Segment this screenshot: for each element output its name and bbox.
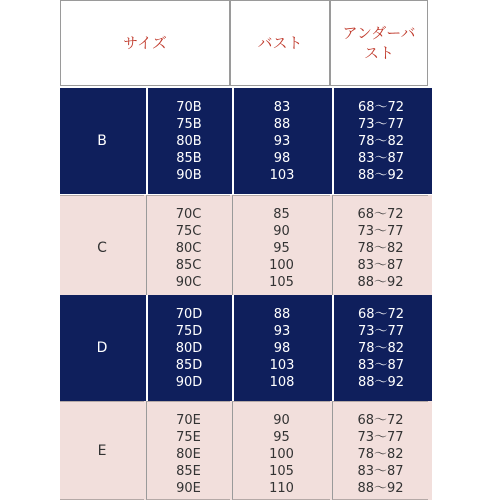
size-value: 85C <box>175 257 202 273</box>
header-underbust <box>330 0 428 86</box>
underbust-value: 83～87 <box>357 464 404 479</box>
underbust-value: 83～87 <box>357 257 404 273</box>
underbust-cell <box>332 401 428 500</box>
underbust-value: 83～87 <box>357 357 405 373</box>
cup-row-e <box>60 401 432 500</box>
underbust-value: 73～77 <box>357 323 405 339</box>
underbust-value: 73～77 <box>357 116 405 132</box>
bust-value: 103 <box>269 167 295 183</box>
bust-value: 95 <box>273 240 290 256</box>
size-value: 70E <box>176 413 201 428</box>
cup-row-c <box>60 195 432 301</box>
size-value: 85D <box>175 357 203 373</box>
bust-value: 88 <box>273 306 291 322</box>
header-underbust-label-line2: スト <box>363 44 394 62</box>
bust-value: 90 <box>273 413 290 428</box>
size-value: 85E <box>176 464 201 479</box>
underbust-value: 68～72 <box>357 413 404 428</box>
underbust-cell <box>332 88 428 194</box>
cup-letter: E <box>97 442 107 459</box>
size-value: 75E <box>176 430 201 445</box>
cup-cell <box>60 401 144 500</box>
underbust-cell <box>332 295 428 401</box>
size-cell <box>146 295 230 401</box>
size-cell <box>146 195 230 301</box>
header-underbust-label-line1: アンダーバ <box>342 23 416 42</box>
size-value: 75C <box>175 223 202 239</box>
header-bust <box>230 0 330 86</box>
underbust-value: 68～72 <box>357 99 405 115</box>
cup-row-b <box>60 88 432 194</box>
cup-letter: B <box>97 133 107 149</box>
bust-value: 100 <box>269 447 294 462</box>
bust-value: 85 <box>273 206 290 222</box>
header-bust-label: バスト <box>257 33 303 52</box>
bust-value: 88 <box>273 116 291 132</box>
size-value: 90B <box>176 167 202 183</box>
bust-value: 95 <box>273 430 290 445</box>
bust-value: 110 <box>269 481 294 496</box>
header-size-label: サイズ <box>123 33 167 52</box>
size-value: 90E <box>176 481 201 496</box>
underbust-cell <box>332 195 428 301</box>
cup-cell <box>60 195 144 301</box>
size-value: 80E <box>176 447 201 462</box>
underbust-value: 88～92 <box>357 481 404 496</box>
underbust-value: 83～87 <box>357 150 405 166</box>
size-value: 70B <box>176 99 202 115</box>
underbust-value: 88～92 <box>357 274 404 290</box>
underbust-value: 73～77 <box>357 430 404 445</box>
size-value: 80D <box>175 340 203 356</box>
bust-cell <box>232 401 330 500</box>
underbust-value: 68～72 <box>357 306 405 322</box>
cup-cell <box>60 295 144 401</box>
size-value: 90C <box>175 274 202 290</box>
bust-value: 105 <box>269 274 294 290</box>
underbust-value: 73～77 <box>357 223 404 239</box>
bust-value: 100 <box>269 257 294 273</box>
underbust-value: 78～82 <box>357 340 405 356</box>
underbust-value: 68～72 <box>357 206 404 222</box>
size-value: 70D <box>175 306 203 322</box>
bust-cell <box>232 195 330 301</box>
size-value: 75B <box>176 116 202 132</box>
bust-value: 108 <box>269 374 295 390</box>
size-value: 70C <box>175 206 202 222</box>
bust-value: 98 <box>273 150 291 166</box>
bust-cell <box>232 295 330 401</box>
bust-value: 83 <box>273 99 291 115</box>
underbust-value: 78～82 <box>357 133 405 149</box>
bust-value: 105 <box>269 464 294 479</box>
underbust-value: 88～92 <box>357 167 405 183</box>
bust-cell <box>232 88 330 194</box>
size-value: 85B <box>176 150 202 166</box>
cup-letter: C <box>97 240 107 256</box>
bust-value: 98 <box>273 340 291 356</box>
underbust-value: 78～82 <box>357 240 404 256</box>
bust-value: 93 <box>273 133 291 149</box>
size-value: 75D <box>175 323 203 339</box>
size-value: 80C <box>175 240 202 256</box>
size-value: 90D <box>175 374 203 390</box>
bust-value: 103 <box>269 357 295 373</box>
underbust-value: 78～82 <box>357 447 404 462</box>
size-value: 80B <box>176 133 202 149</box>
cup-row-d <box>60 295 432 401</box>
size-cell <box>146 401 230 500</box>
cup-letter: D <box>96 340 108 356</box>
cup-cell <box>60 88 144 194</box>
underbust-value: 88～92 <box>357 374 405 390</box>
size-cell <box>146 88 230 194</box>
bust-value: 93 <box>273 323 291 339</box>
bust-value: 90 <box>273 223 290 239</box>
header-size <box>60 0 230 86</box>
